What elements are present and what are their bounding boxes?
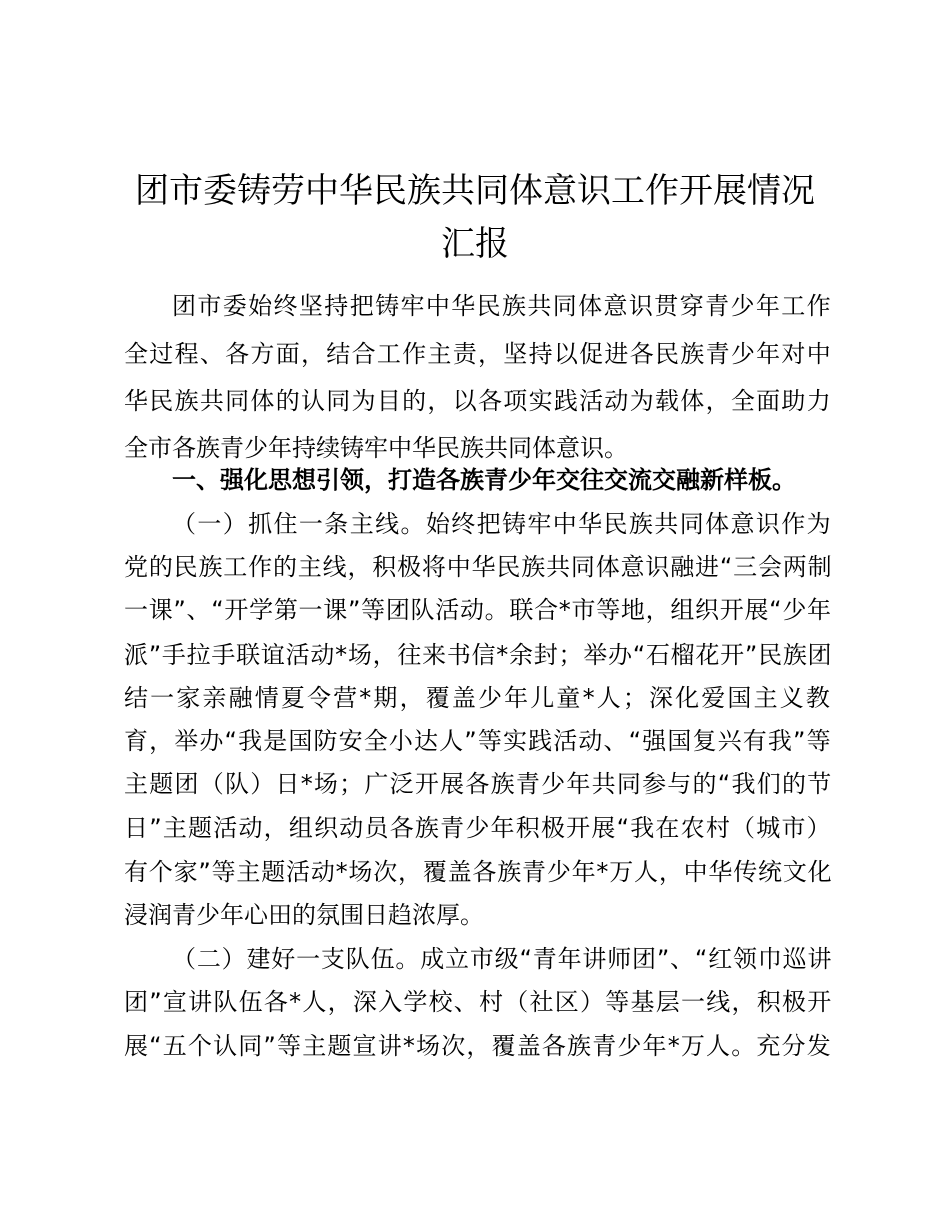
paragraph-line: 全过程、各方面，结合工作主责，坚持以促进各民族青少年对中 (124, 340, 832, 368)
paragraph-line: （二）建好一支队伍。成立市级“青年讲师团”、“红领巾巡讲 (172, 945, 833, 973)
paragraph-line: 结一家亲融情夏令营*期，覆盖少年儿童*人；深化爱国主义教 (124, 684, 832, 712)
paragraph-line: 主题团（队）日*场；广泛开展各族青少年共同参与的“我们的节 (124, 770, 833, 798)
section-heading: 一、强化思想引领，打造各族青少年交往交流交融新样板。 (172, 466, 796, 494)
paragraph-line: 全市各族青少年持续铸牢中华民族共同体意识。 (124, 434, 628, 462)
paragraph-line: （一）抓住一条主线。始终把铸牢中华民族共同体意识作为 (172, 510, 832, 538)
paragraph-line: 派”手拉手联谊活动*场，往来书信*余封；举办“石榴花开”民族团 (124, 641, 833, 669)
paragraph-line: 展“五个认同”等主题宣讲*场次，覆盖各族青少年*万人。充分发 (124, 1032, 832, 1060)
paragraph-line: 日”主题活动，组织动员各族青少年积极开展“我在农村（城市） (124, 814, 832, 842)
paragraph-line: 华民族共同体的认同为目的，以各项实践活动为载体，全面助力 (124, 387, 832, 415)
paragraph-line: 党的民族工作的主线，积极将中华民族共同体意识融进“三会两制 (124, 553, 833, 581)
paragraph-line: 一课”、“开学第一课”等团队活动。联合*市等地，组织开展“少年 (124, 596, 832, 624)
paragraph-line: 有个家”等主题活动*场次，覆盖各族青少年*万人，中华传统文化 (124, 858, 833, 886)
paragraph-line: 团市委始终坚持把铸牢中华民族共同体意识贯穿青少年工作 (172, 292, 832, 320)
title-line-2: 汇报 (441, 224, 509, 264)
title-line-1: 团市委铸劳中华民族共同体意识工作开展情况 (135, 171, 815, 211)
paragraph-line: 育，举办“我是国防安全小达人”等实践活动、“强国复兴有我”等 (124, 727, 832, 755)
paragraph-line: 浸润青少年心田的氛围日趋浓厚。 (124, 901, 484, 929)
paragraph-line: 团”宣讲队伍各*人，深入学校、村（社区）等基层一线，积极开 (124, 988, 833, 1016)
document-title (120, 165, 830, 271)
